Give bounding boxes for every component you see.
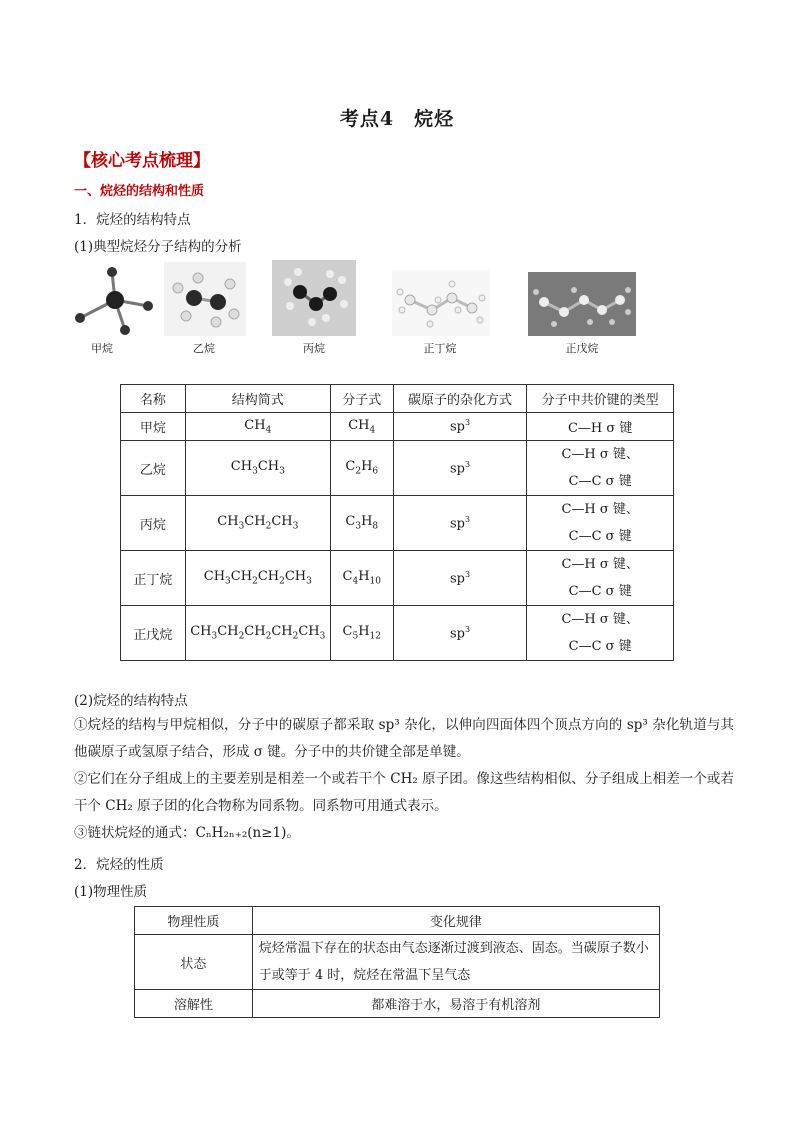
paragraph-point-2: ②它们在分子组成上的主要差别是相差一个或若干个 CH₂ 原子团。像这些结构相似、分子组成上相差一个或若干个 CH₂ 原子团的化合物称为同系物。同系物可用通式表示。	[74, 771, 734, 814]
header-property: 物理性质	[135, 907, 253, 935]
row-hyb: $sp^3$	[393, 551, 527, 606]
ethane-label: 乙烷	[193, 342, 215, 355]
row-name: 正戊烷	[121, 606, 186, 661]
row-name: 丙烷	[121, 496, 186, 551]
alkane-structure-table	[120, 384, 674, 661]
row-property: 状态	[135, 935, 253, 990]
table-row	[121, 413, 674, 441]
header-rule: 变化规律	[252, 907, 659, 935]
physical-properties-table	[134, 906, 660, 1018]
sub-heading-characteristics: (2)烷烃的结构特点	[74, 693, 188, 709]
row-bond: C—H σ 键、 C—C σ 键	[527, 441, 674, 496]
paragraph-point-3: ③链状烷烃的通式：CₙH₂ₙ₊₂(n≥1)。	[74, 825, 300, 841]
row-hyb: $sp^3$	[393, 606, 527, 661]
page-title: 考点4 烷烃	[339, 108, 455, 130]
row-name: 甲烷	[121, 413, 186, 441]
butane-model-image	[392, 270, 490, 336]
row-rule: 都难溶于水，易溶于有机溶剂	[252, 990, 659, 1018]
header-formula: 分子式	[330, 385, 393, 413]
table-header-row	[121, 385, 674, 413]
sub-heading-properties: 2．烷烃的性质	[74, 857, 164, 873]
propane-model-image	[272, 260, 356, 336]
row-formula: $C_2H_6$	[330, 441, 393, 496]
section-heading: 【核心考点梳理】	[74, 151, 210, 171]
pentane-label: 正戊烷	[565, 342, 599, 355]
propane-label: 丙烷	[303, 342, 325, 355]
table-row	[135, 935, 660, 990]
header-name: 名称	[121, 385, 186, 413]
row-struct: $CH_3CH_2CH_3$	[185, 496, 330, 551]
table-row	[121, 551, 674, 606]
methane-model-image	[70, 262, 160, 340]
sub-heading-analysis: (1)典型烷烃分子结构的分析	[74, 239, 242, 255]
row-bond: C—H σ 键、 C—C σ 键	[527, 496, 674, 551]
row-formula: $C_5H_{12}$	[330, 606, 393, 661]
ethane-model-image	[164, 262, 246, 336]
pentane-model-image	[528, 272, 636, 336]
sub-heading-structure: 1．烷烃的结构特点	[74, 212, 191, 228]
row-bond: C—H σ 键、 C—C σ 键	[527, 551, 674, 606]
table-row	[135, 990, 660, 1018]
row-rule: 烷烃常温下存在的状态由气态逐渐过渡到液态、固态。当碳原子数小于或等于 4 时，烷烃在常温下呈气态	[252, 935, 659, 990]
sub-heading-physical: (1)物理性质	[74, 884, 148, 900]
row-hyb: $sp^3$	[393, 413, 527, 441]
row-bond: C—H σ 键	[527, 413, 674, 441]
row-hyb: $sp^3$	[393, 496, 527, 551]
row-bond: C—H σ 键、 C—C σ 键	[527, 606, 674, 661]
table-header-row	[135, 907, 660, 935]
butane-label: 正丁烷	[423, 342, 457, 355]
methane-label: 甲烷	[91, 342, 113, 355]
header-bond-type: 分子中共价键的类型	[527, 385, 674, 413]
row-hyb: $sp^3$	[393, 441, 527, 496]
row-struct: $CH_4$	[185, 413, 330, 441]
table-row	[121, 441, 674, 496]
row-name: 乙烷	[121, 441, 186, 496]
paragraph-point-1: ①烷烃的结构与甲烷相似，分子中的碳原子都采取 sp³ 杂化，以伸向四面体四个顶点方向的 sp³ 杂化轨道与其他碳原子或氢原子结合，形成 σ 键。分子中的共价键全部是单键。	[74, 717, 734, 760]
row-property: 溶解性	[135, 990, 253, 1018]
header-hybridization: 碳原子的杂化方式	[393, 385, 527, 413]
row-formula: $C_4H_{10}$	[330, 551, 393, 606]
row-struct: $CH_3CH_2CH_2CH_3$	[185, 551, 330, 606]
row-name: 正丁烷	[121, 551, 186, 606]
table-row	[121, 496, 674, 551]
row-formula: $CH_4$	[330, 413, 393, 441]
row-struct: $CH_3CH_3$	[185, 441, 330, 496]
row-formula: $C_3H_8$	[330, 496, 393, 551]
row-struct: $CH_3CH_2CH_2CH_2CH_3$	[185, 606, 330, 661]
header-structure: 结构简式	[185, 385, 330, 413]
table-row	[121, 606, 674, 661]
heading-structure-properties: 一、烷烃的结构和性质	[74, 184, 205, 199]
